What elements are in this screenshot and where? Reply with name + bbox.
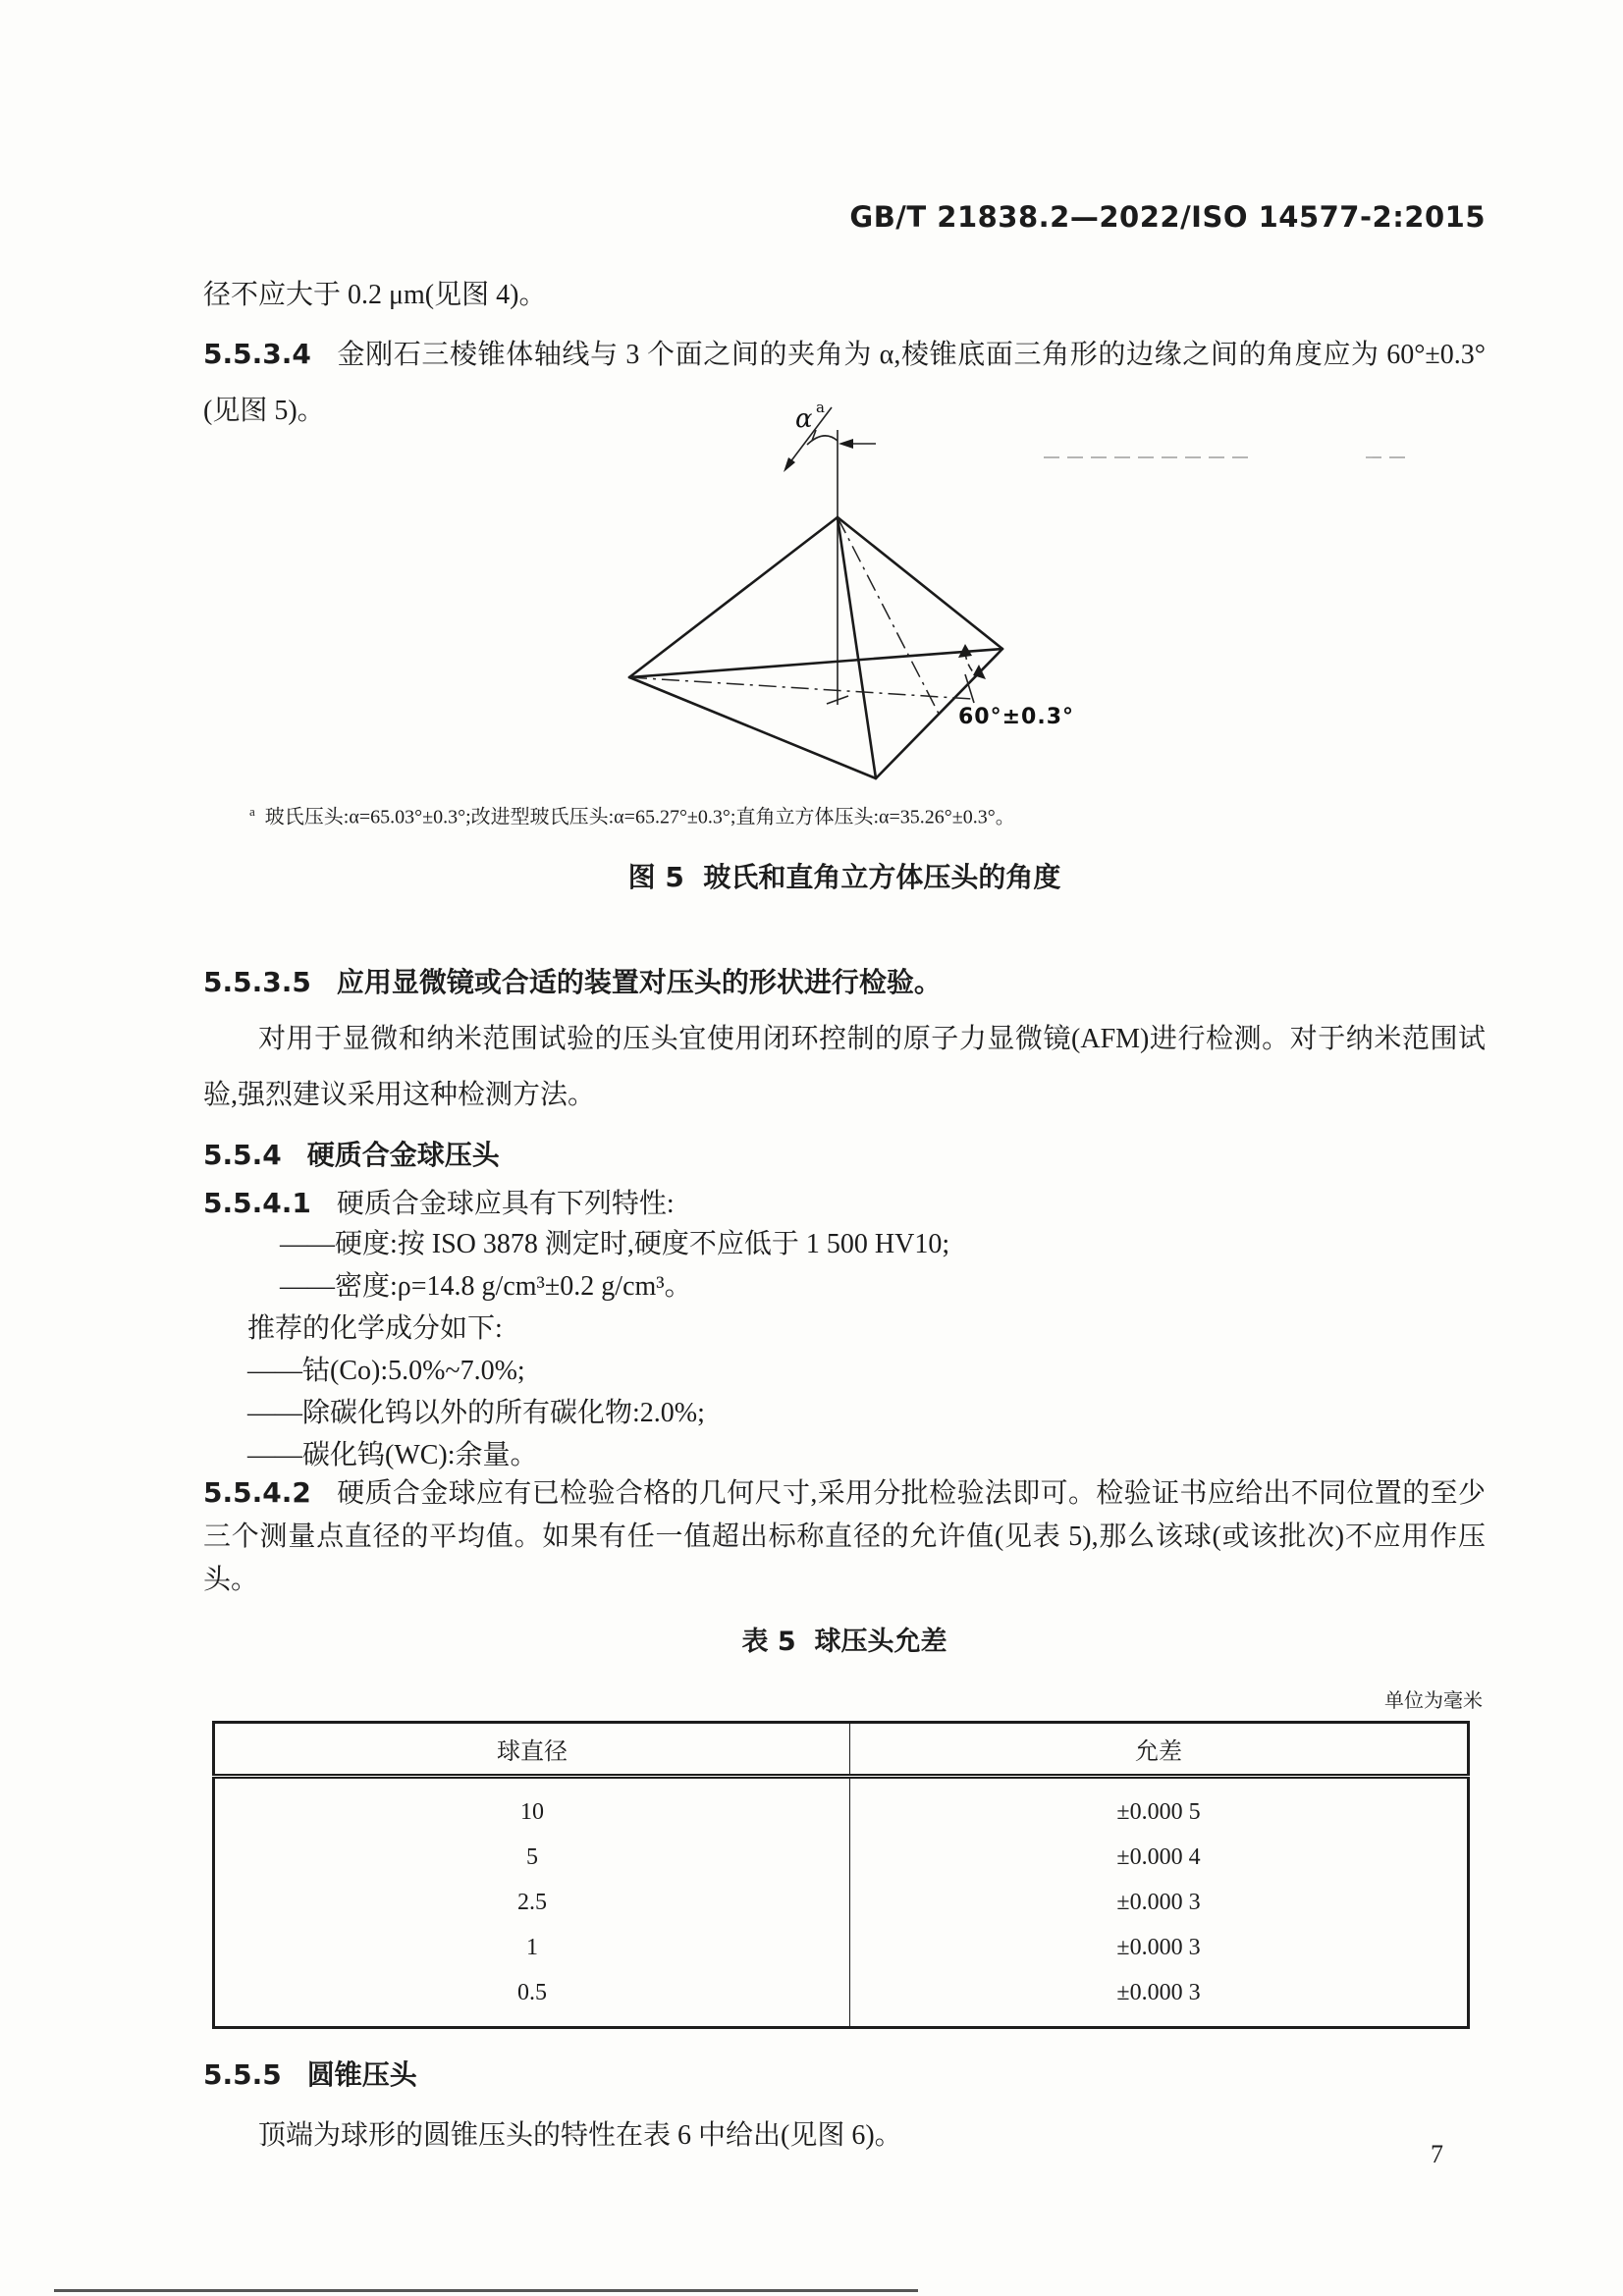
clause-5-5-4-1 xyxy=(203,1182,1486,1225)
table-header-row xyxy=(214,1723,1469,1777)
paragraph-cone: 顶端为球形的圆锥压头的特性在表 6 中给出(见图 6)。 xyxy=(258,2120,902,2151)
clause-text: 金刚石三棱锥体轴线与 3 个面之间的夹角为 α,棱锥底面三角形的边缘之间的角度应为 60°±0.3°(见图 5)。 xyxy=(203,340,1486,426)
list-item-density: ——密度:ρ=14.8 g/cm³±0.2 g/cm³。 xyxy=(280,1271,692,1302)
cell-tolerance: ±0.000 4 xyxy=(1116,1843,1201,1870)
clause-text: 应用显微镜或合适的装置对压头的形状进行检验。 xyxy=(336,966,942,998)
table-row xyxy=(214,1880,1469,1925)
cell-diameter: 5 xyxy=(214,1835,850,1880)
list-item-cobalt: ——钴(Co):5.0%~7.0%; xyxy=(247,1356,525,1386)
clause-number: 5.5.3.4 xyxy=(203,338,311,370)
paragraph-chem-intro: 推荐的化学成分如下: xyxy=(247,1313,503,1344)
clause-text: 硬质合金球应有已检验合格的几何尺寸,采用分批检验法即可。检验证书应给出不同位置的至少三个测量点直径的平均值。如果有任一值超出标称直径的允许值(见表 5),那么该球(或该批次)不应用作压头。 xyxy=(203,1478,1486,1595)
clause-5-5-4 xyxy=(203,1127,1486,1183)
edge-apex-front xyxy=(838,517,876,778)
list-item-carbides: ——除碳化钨以外的所有碳化物:2.0%; xyxy=(247,1398,705,1428)
clause-number: 5.5.3.5 xyxy=(203,966,311,998)
edge-apex-left xyxy=(629,517,838,677)
cell-tolerance: ±0.000 3 xyxy=(1116,1979,1201,2005)
footnote-text: 玻氏压头:α=65.03°±0.3°;改进型玻氏压头:α=65.27°±0.3°;直角立方体压头:α=35.26°±0.3°。 xyxy=(264,806,1015,828)
clause-text: 硬质合金球压头 xyxy=(306,1139,500,1171)
cell-tolerance: ±0.000 3 xyxy=(1116,1889,1201,1915)
table5-caption: 表 5 球压头允差 xyxy=(741,1627,947,1657)
edge-base-back xyxy=(629,649,1002,677)
clause-text: 硬质合金球应具有下列特性: xyxy=(336,1189,675,1219)
cell-tolerance: ±0.000 3 xyxy=(1116,1934,1201,1960)
angle-60-label: 60°±0.3° xyxy=(958,705,1075,729)
edge-base-left xyxy=(629,677,876,778)
column-header-diameter: 球直径 xyxy=(214,1723,850,1777)
arrowhead xyxy=(839,439,853,449)
cell-diameter: 0.5 xyxy=(214,1970,850,2028)
page-number: 7 xyxy=(1431,2140,1443,2168)
clause-5-5-4-2 xyxy=(203,1471,1486,1602)
clause-number: 5.5.5 xyxy=(203,2058,282,2091)
paragraph-continuation: 径不应大于 0.2 μm(见图 4)。 xyxy=(203,280,547,310)
figure5-footnote xyxy=(249,797,1487,832)
median-line xyxy=(629,677,972,699)
list-item-wc: ——碳化钨(WC):余量。 xyxy=(247,1440,538,1470)
cell-diameter: 2.5 xyxy=(214,1880,850,1925)
property-list xyxy=(203,1223,1486,1308)
clause-number: 5.5.4.2 xyxy=(203,1476,311,1509)
table-row xyxy=(214,1925,1469,1970)
column-header-tolerance: 允差 xyxy=(850,1723,1469,1777)
table-row xyxy=(214,1835,1469,1880)
table-row xyxy=(214,1777,1469,1836)
table-5 xyxy=(212,1721,1470,2029)
clause-5-5-3-5 xyxy=(203,954,1486,1010)
footnote-marker: a xyxy=(249,804,255,819)
clause-text: 圆锥压头 xyxy=(306,2058,417,2091)
cell-tolerance: ±0.000 5 xyxy=(1116,1798,1201,1825)
clause-number: 5.5.4.1 xyxy=(203,1187,311,1219)
clause-number: 5.5.4 xyxy=(203,1139,282,1171)
chemical-list xyxy=(203,1350,1486,1476)
list-item-hardness: ——硬度:按 ISO 3878 测定时,硬度不应低于 1 500 HV10; xyxy=(280,1229,950,1259)
unit-note: 单位为毫米 xyxy=(1384,1690,1483,1712)
scan-edge-artifact xyxy=(54,2289,918,2292)
paragraph-afm: 对用于显微和纳米范围试验的压头宜使用闭环控制的原子力显微镜(AFM)进行检测。对于纳米范围试验,强烈建议采用这种检测方法。 xyxy=(203,1024,1486,1110)
edge-apex-right xyxy=(838,517,1002,649)
cell-diameter: 1 xyxy=(214,1925,850,1970)
clause-5-5-5 xyxy=(203,2047,1486,2103)
arrowhead xyxy=(784,457,795,472)
table-row xyxy=(214,1970,1469,2028)
cell-diameter: 10 xyxy=(214,1777,850,1836)
alpha-label: α xyxy=(795,404,813,434)
figure5-caption: 图 5 玻氏和直角立方体压头的角度 xyxy=(627,861,1061,893)
running-header: GB/T 21838.2—2022/ISO 14577-2:2015 xyxy=(849,200,1486,234)
alpha-superscript: a xyxy=(816,399,825,416)
figure5-diagram xyxy=(530,398,1473,854)
